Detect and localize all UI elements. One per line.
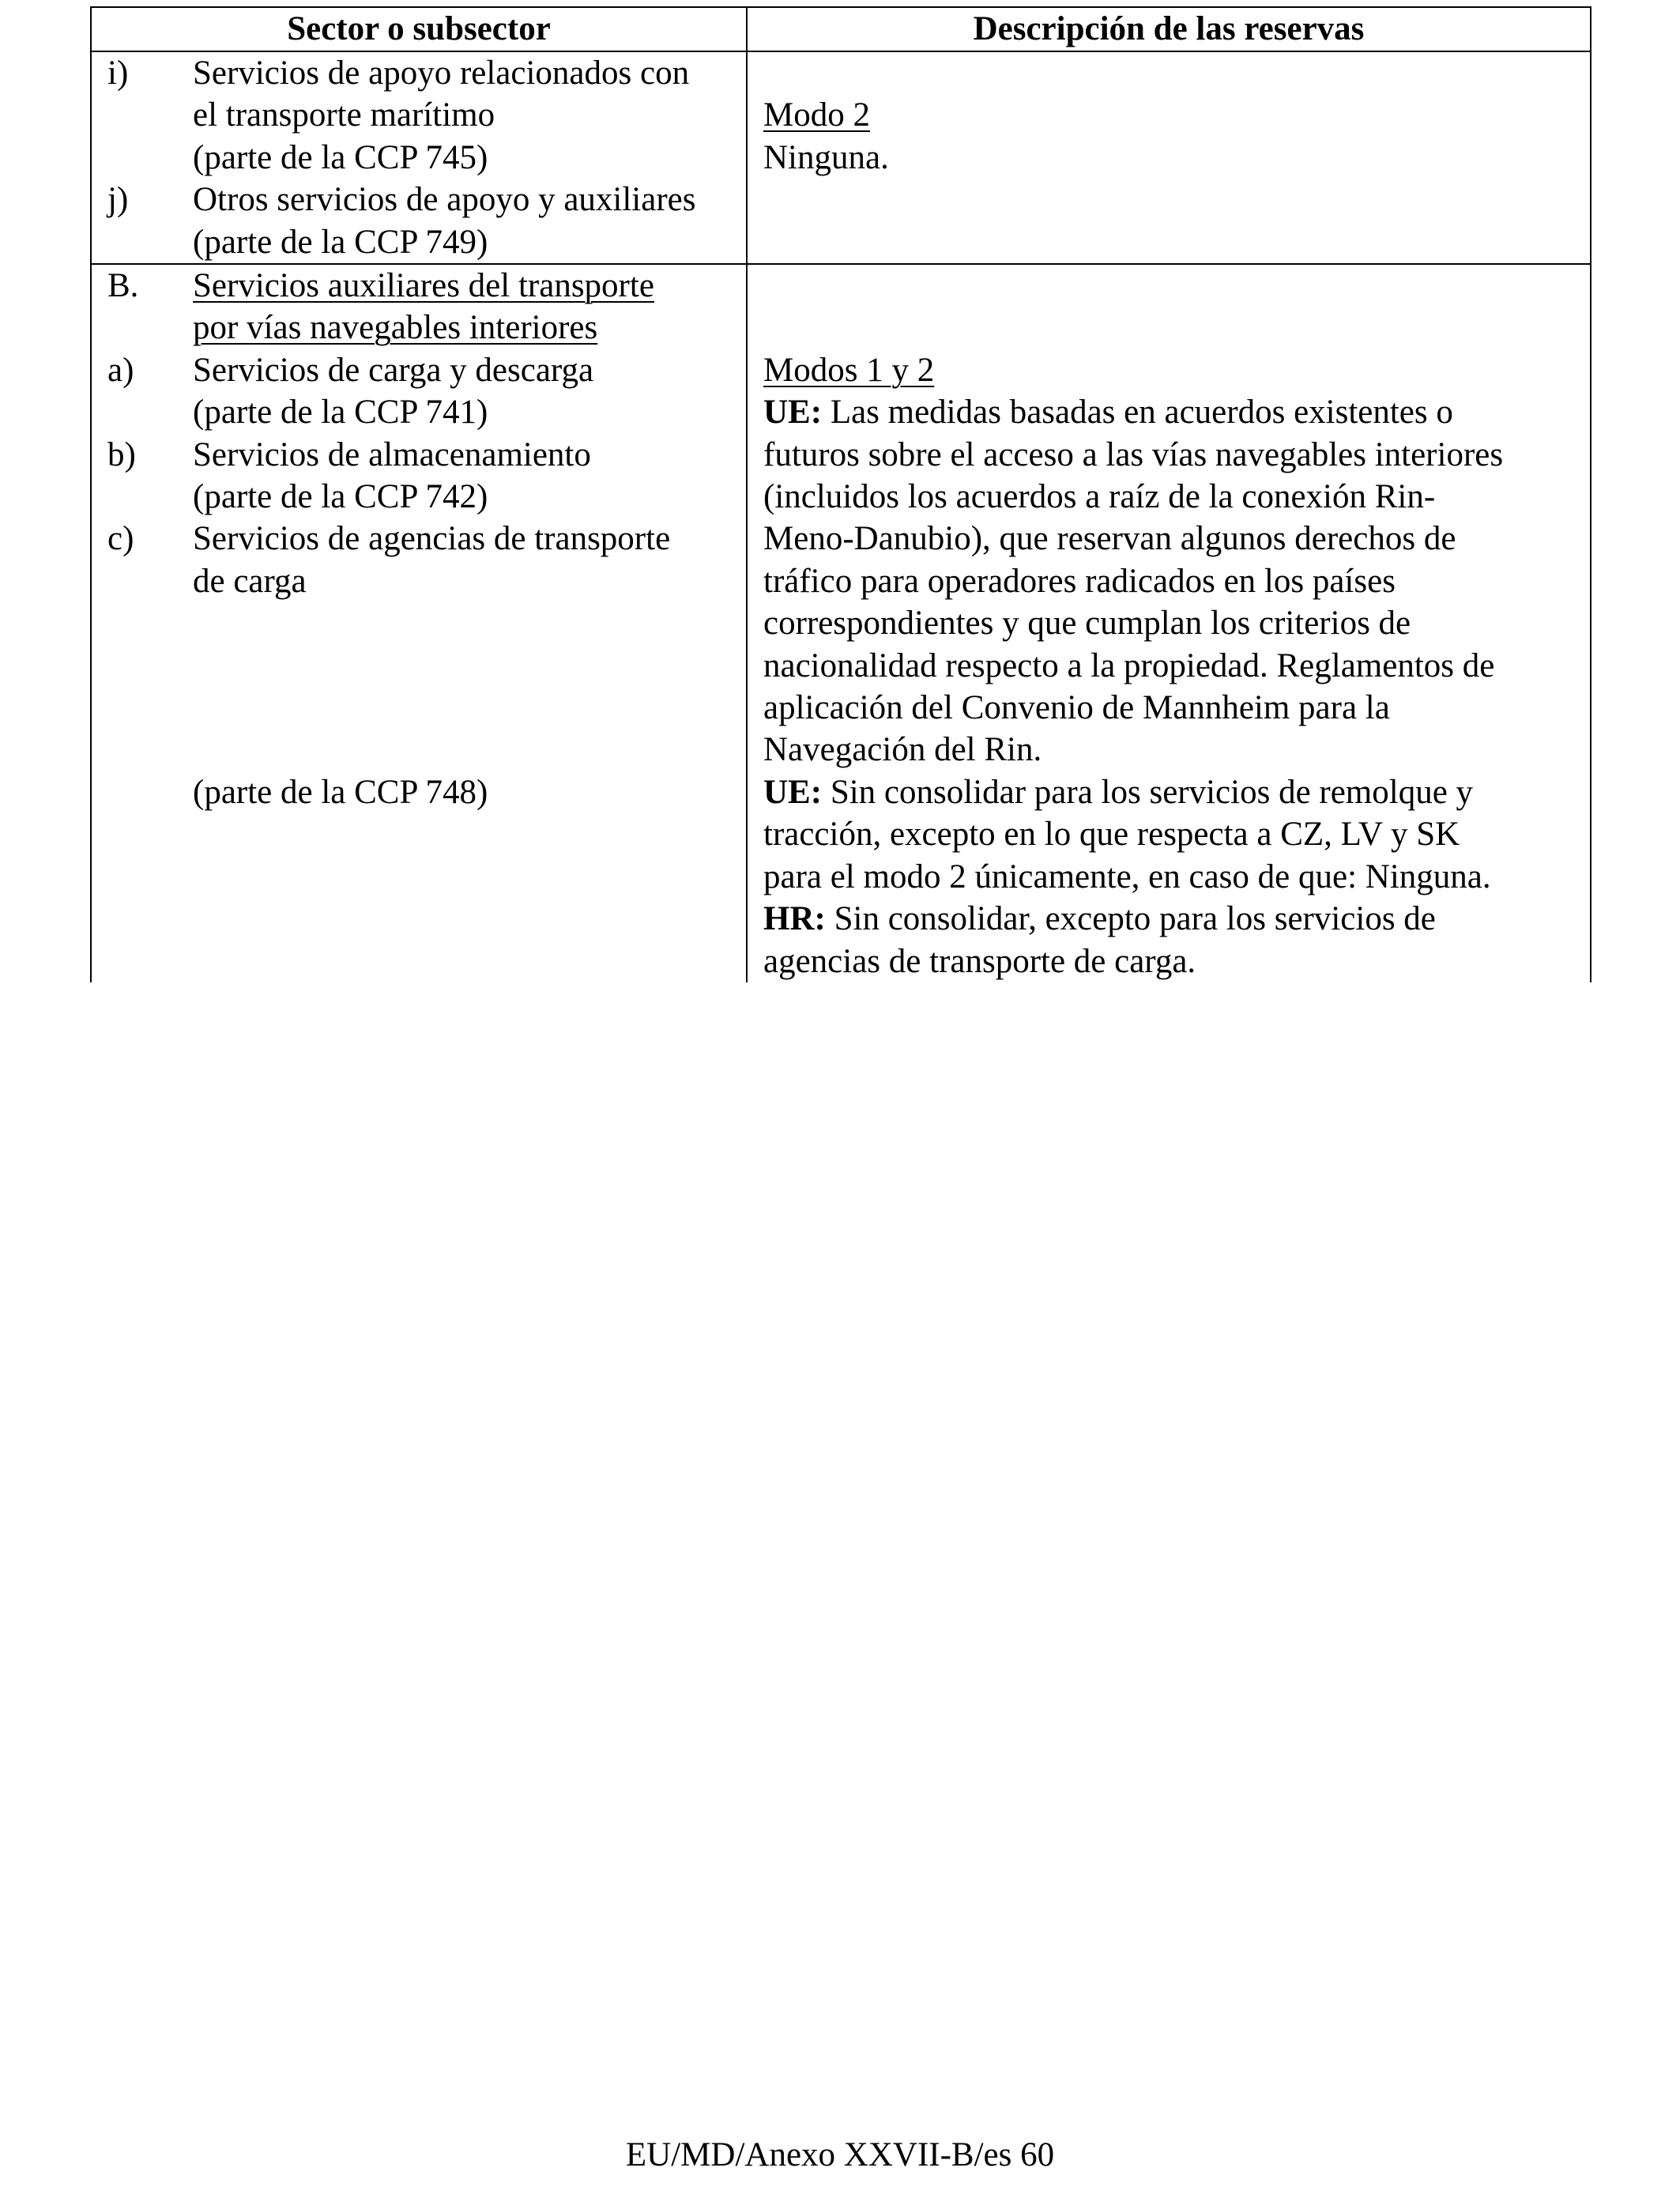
reservation-line: aplicación del Convenio de Mannheim para la (763, 689, 1390, 727)
party-label: UE: (763, 773, 823, 811)
reservation-line: UE: Las medidas basadas en acuerdos existentes o (763, 394, 1453, 432)
reservation-line: UE: Sin consolidar para los servicios de remolque y (763, 773, 1474, 811)
header-sector: Sector o subsector (91, 7, 747, 51)
sector-line: j) Otros servicios de apoyo y auxiliares (107, 181, 696, 219)
reservation-line: Navegación del Rin. (763, 731, 1042, 769)
reservation-line: HR: Sin consolidar, excepto para los servicios de (763, 900, 1436, 938)
table-header-row (91, 7, 1591, 51)
sector-line: a) Servicios de carga y descarga (107, 351, 594, 389)
reservation-line: nacionalidad respecto a la propiedad. Reglamentos de (763, 647, 1495, 684)
reservation-line: para el modo 2 únicamente, en caso de que: Ninguna. (763, 858, 1491, 895)
sector-line: (parte de la CCP 749) (193, 223, 488, 261)
reservation-line: (incluidos los acuerdos a raíz de la conexión Rin- (763, 478, 1436, 516)
reservation-line: correspondientes y que cumplan los criterios de (763, 605, 1411, 643)
reservation-line: futuros sobre el acceso a las vías navegables interiores (763, 435, 1504, 473)
sector-line: (parte de la CCP 741) (193, 394, 488, 432)
description-cell (747, 51, 1591, 264)
reservation-line: tráfico para operadores radicados en los países (763, 562, 1396, 600)
description-cell (747, 264, 1591, 982)
header-description: Descripción de las reservas (747, 7, 1591, 51)
sector-line: B. Servicios auxiliares del transporte (107, 267, 654, 305)
mode-heading: Modo 2 (763, 96, 870, 134)
reservations-table (90, 6, 1591, 982)
sector-line: por vías navegables interiores (193, 309, 598, 347)
sector-line: (parte de la CCP 745) (193, 138, 488, 176)
reservation-line: agencias de transporte de carga. (763, 942, 1196, 980)
sector-line: el transporte marítimo (193, 96, 495, 134)
table-row (91, 264, 1591, 982)
sector-line: (parte de la CCP 748) (193, 773, 488, 811)
sector-cell (91, 51, 747, 264)
party-label: UE: (763, 394, 823, 432)
sector-cell (91, 264, 747, 982)
sector-line: b) Servicios de almacenamiento (107, 435, 591, 473)
sector-line: de carga (193, 562, 307, 600)
reservation-line: tracción, excepto en lo que respecta a CZ, LV y SK (763, 816, 1460, 854)
party-label: HR: (763, 900, 826, 938)
page-footer: EU/MD/Anexo XXVII-B/es 60 (625, 2136, 1055, 2173)
sector-line: (parte de la CCP 742) (193, 478, 488, 516)
mode-heading: Modos 1 y 2 (763, 351, 935, 389)
reservation-line: Meno-Danubio), que reservan algunos derechos de (763, 520, 1456, 558)
sector-line: i) Servicios de apoyo relacionados con (107, 55, 690, 92)
reservation-text: Ninguna. (763, 138, 889, 176)
table-row (91, 51, 1591, 264)
sector-line: c) Servicios de agencias de transporte (107, 520, 671, 558)
